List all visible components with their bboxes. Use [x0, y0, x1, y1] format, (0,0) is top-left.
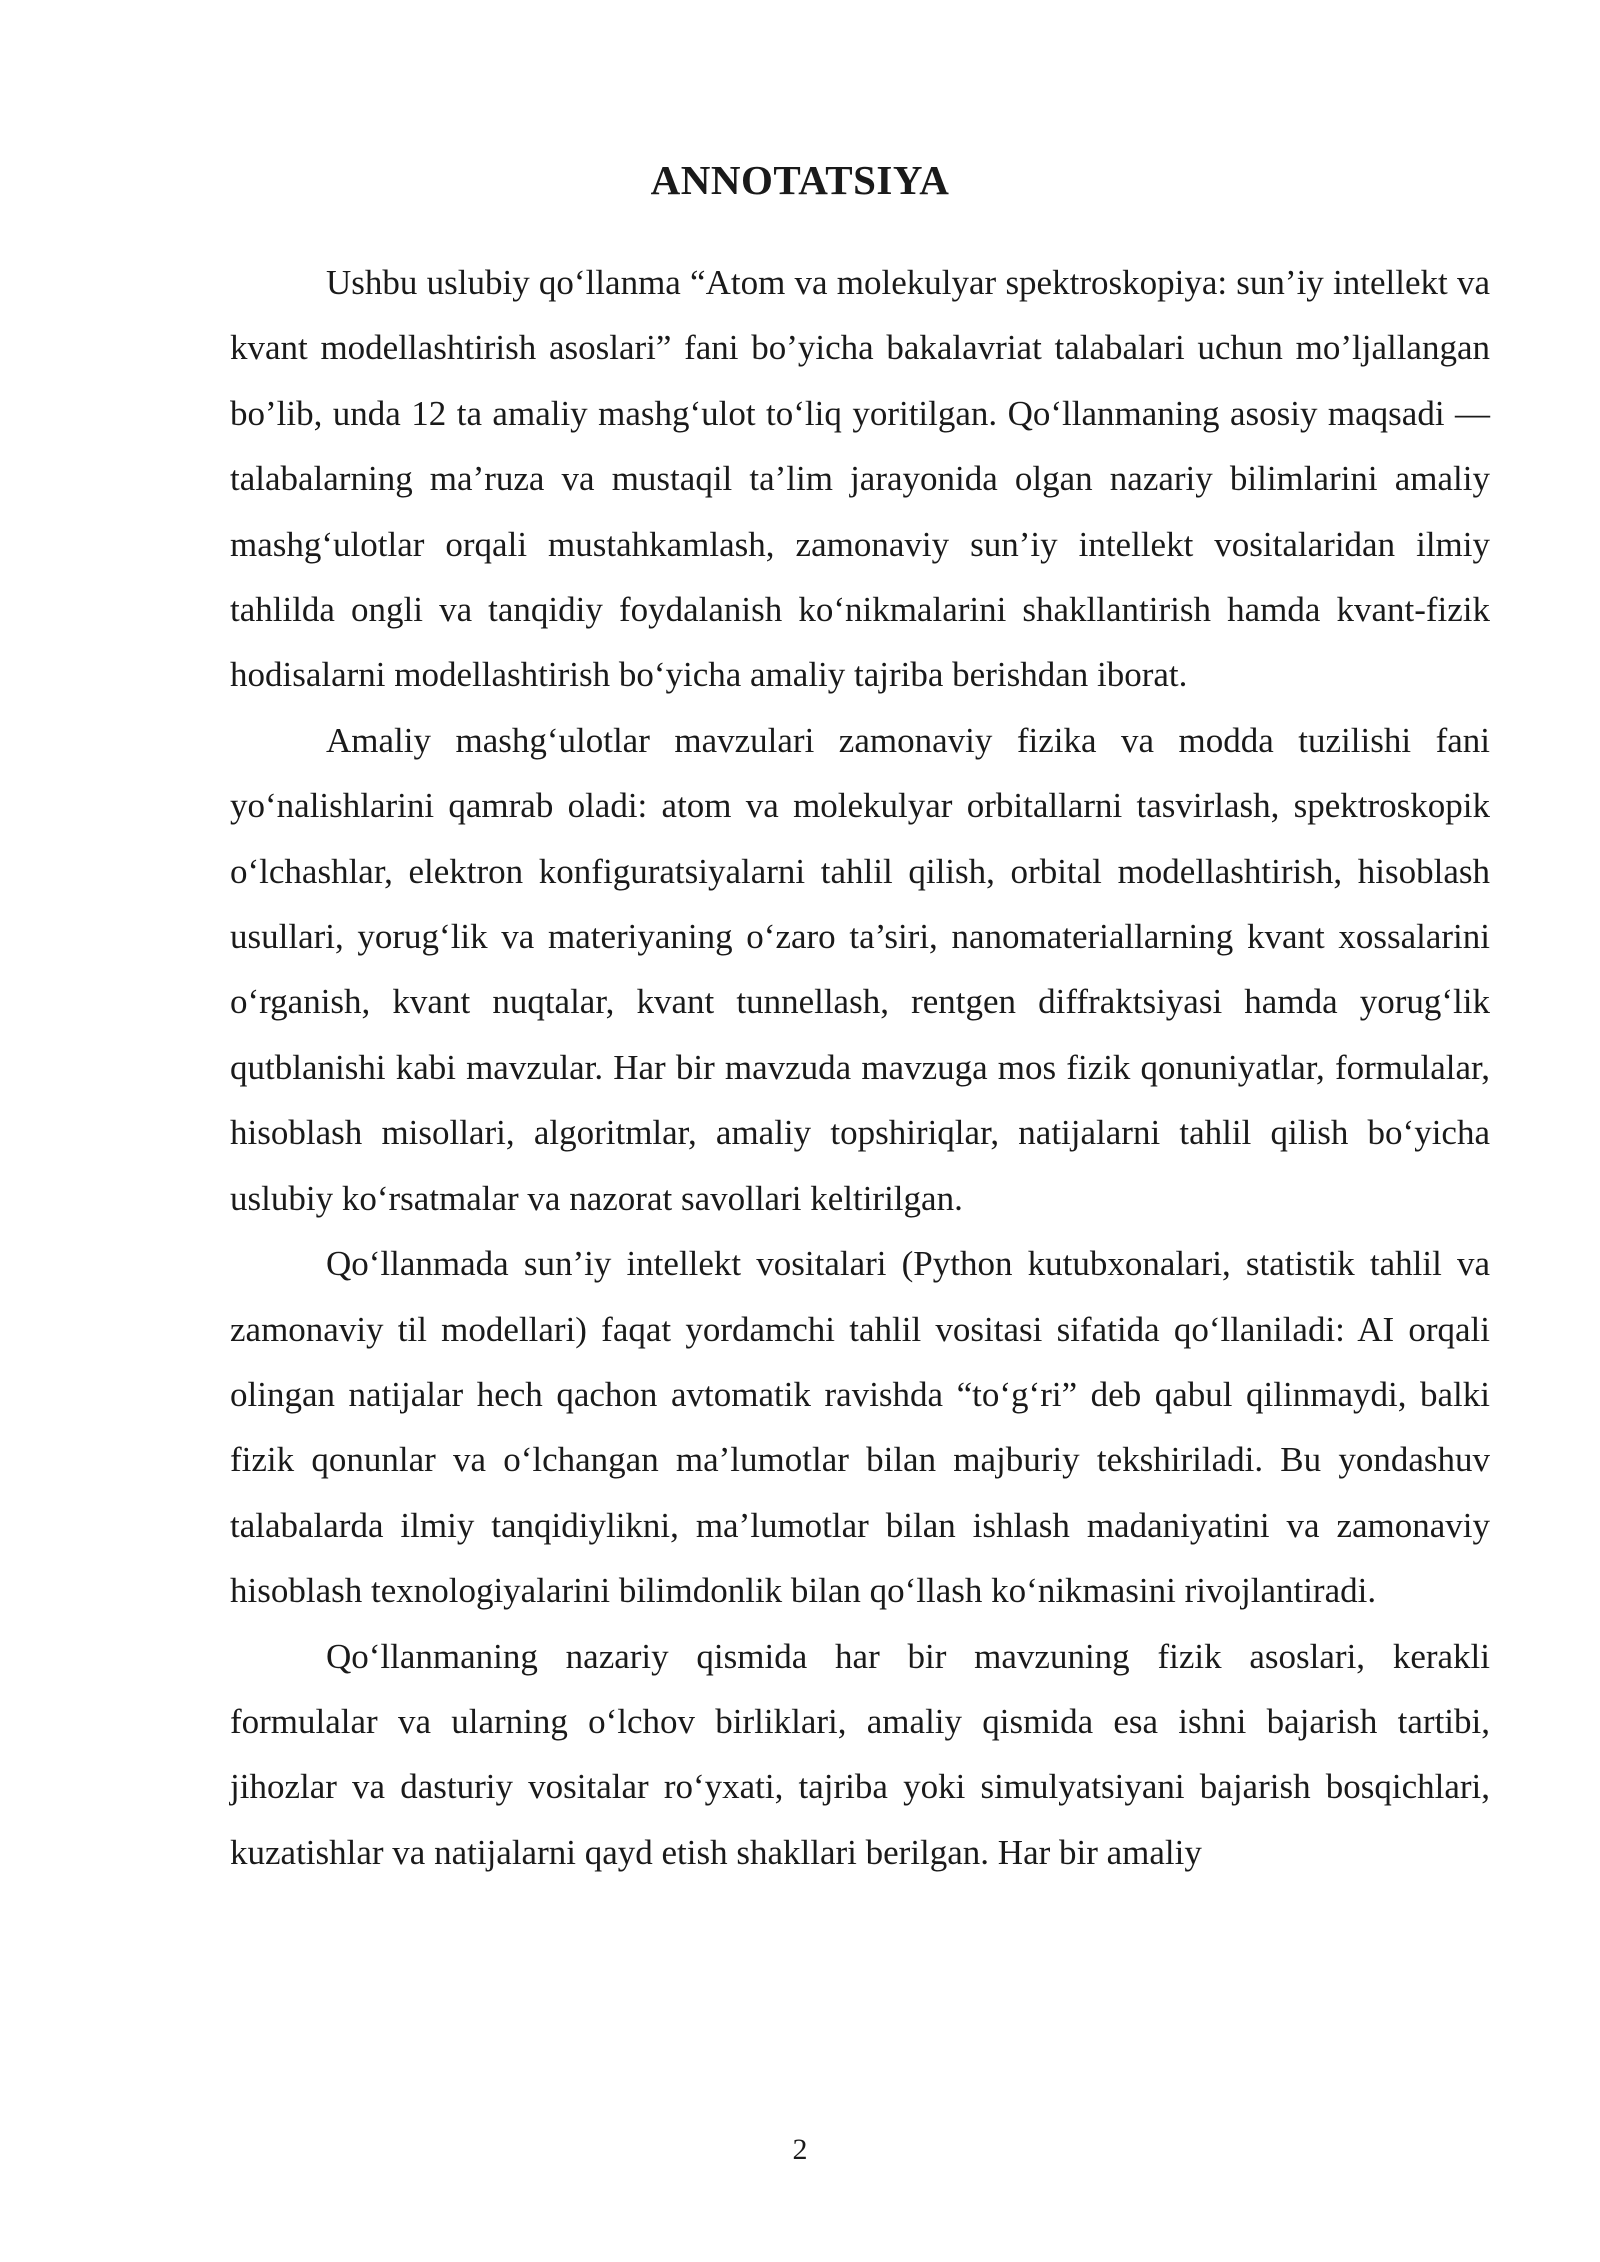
paragraph-2: Amaliy mashg‘ulotlar mavzulari zamonaviy fizika va modda tuzilishi fani yo‘nalishlarini qamrab oladi: atom va molekulyar orbitallarni tasvirlash, spektroskopik o‘lchashlar, elektron konfiguratsiyalarni tahlil qilish, orbital modellashtirish, hisoblash usullari, yorug‘lik va materiyaning o‘zaro ta’siri, nanomateriallarning kvant xossalarini o‘rganish, kvant nuqtalar, kvant tunnellash, rentgen diffraktsiyasi hamda yorug‘lik qutblanishi kabi mavzular. Har bir mavzuda mavzuga mos fizik qonuniyatlar, formulalar, hisoblash misollari, algoritmlar, amaliy topshiriqlar, natijalarni tahlil qilish bo‘yicha uslubiy ko‘rsatmalar va nazorat savollari keltirilgan. — [230, 720, 1490, 1218]
page-title: ANNOTATSIYA — [650, 157, 950, 203]
body-text — [230, 250, 1490, 1885]
paragraph-4: Qo‘llanmaning nazariy qismida har bir mavzuning fizik asoslari, kerakli formulalar va ularning o‘lchov birliklari, amaliy qismida esa ishni bajarish tartibi, jihozlar va dasturiy vositalar ro‘yxati, tajriba yoki simulyatsiyani bajarish bosqichlari, kuzatishlar va natijalarni qayd etish shakllari berilgan. Har bir amaliy — [230, 1636, 1490, 1872]
paragraph-1: Ushbu uslubiy qo‘llanma “Atom va molekulyar spektroskopiya: sun’iy intellekt va kvant modellashtirish asoslari” fani bo’yicha bakalavriat talabalari uchun mo’ljallangan bo’lib, unda 12 ta amaliy mashg‘ulot to‘liq yoritilgan. Qo‘llanmaning asosiy maqsadi — talabalarning ma’ruza va mustaqil ta’lim jarayonida olgan nazariy bilimlarini amaliy mashg‘ulotlar orqali mustahkamlash, zamonaviy sun’iy intellekt vositalaridan ilmiy tahlilda ongli va tanqidiy foydalanish ko‘nikmalarini shakllantirish hamda kvant-fizik hodisalarni modellashtirish bo‘yicha amaliy tajriba berishdan iborat. — [230, 263, 1490, 695]
paragraph-3: Qo‘llanmada sun’iy intellekt vositalari (Python kutubxonalari, statistik tahlil va zamonaviy til modellari) faqat yordamchi tahlil vositasi sifatida qo‘llaniladi: AI orqali olingan natijalar hech qachon avtomatik ravishda “to‘g‘ri” deb qabul qilinmaydi, balki fizik qonunlar va o‘lchangan ma’lumotlar bilan majburiy tekshiriladi. Bu yondashuv talabalarda ilmiy tanqidiylikni, ma’lumotlar bilan ishlash madaniyatini va zamonaviy hisoblash texnologiyalarini bilimdonlik bilan qo‘llash ko‘nikmasini rivojlantiradi. — [230, 1244, 1490, 1611]
page-number: 2 — [792, 2133, 808, 2166]
